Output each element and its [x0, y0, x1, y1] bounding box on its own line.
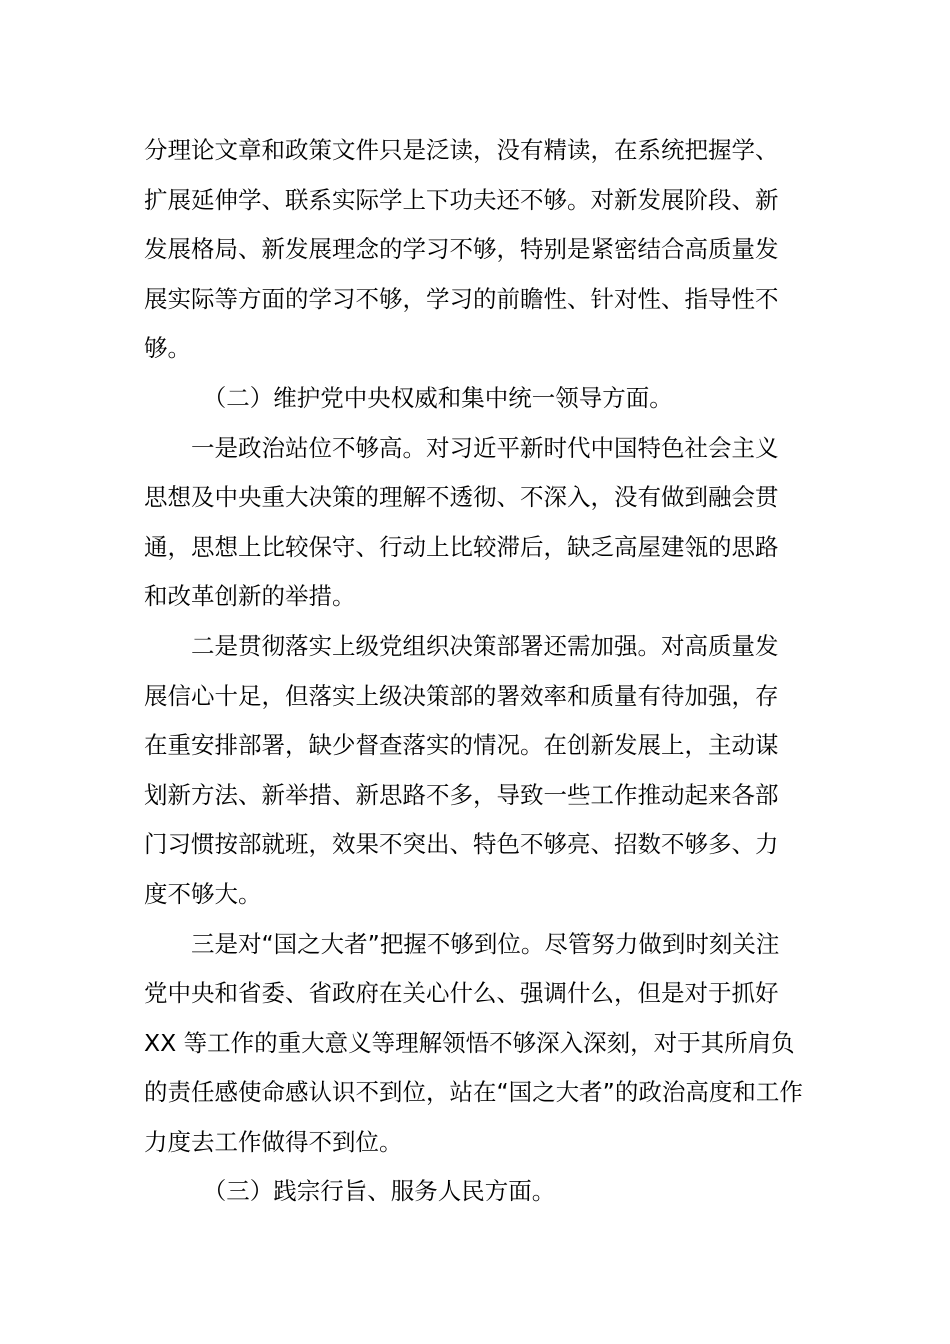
text-line: 党中央和省委、省政府在关心什么、强调什么，但是对于抓好	[144, 979, 779, 1008]
text-line: 分理论文章和政策文件只是泛读，没有精读，在系统把握学、	[144, 136, 779, 164]
text-line: 三是对“国之大者”把握不够到位。尽管努力做到时刻关注	[191, 929, 780, 958]
text-line: 门习惯按部就班，效果不突出、特色不够亮、招数不够多、力	[144, 830, 779, 859]
text-line: XX 等工作的重大意义等理解领悟不够深入深刻，对于其所肩负	[144, 1028, 795, 1057]
section-heading-2	[144, 374, 812, 424]
section-heading-3	[144, 1167, 812, 1217]
text-line: 扩展延伸学、联系实际学上下功夫还不够。对新发展阶段、新	[144, 185, 779, 214]
text-line: 度不够大。	[144, 879, 262, 908]
text-line: 通，思想上比较保守、行动上比较滞后，缺乏高屋建瓴的思路	[144, 532, 779, 561]
text-line: 够。	[144, 334, 191, 363]
heading-text: （二）维护党中央权威和集中统一领导方面。	[202, 383, 673, 412]
text-line: 在重安排部署，缺少督查落实的情况。在创新发展上，主动谋	[144, 731, 779, 760]
heading-text: （三）践宗行旨、服务人民方面。	[202, 1177, 556, 1206]
text-line: 力度去工作做得不到位。	[144, 1127, 403, 1156]
text-line: 展信心十足，但落实上级决策部的署效率和质量有待加强，存	[144, 681, 779, 710]
text-line: 展实际等方面的学习不够，学习的前瞻性、针对性、指导性不	[144, 284, 779, 313]
paragraph-implementation	[144, 622, 812, 920]
document-body	[144, 126, 812, 1217]
paragraph-continuation	[144, 126, 812, 374]
text-line: 一是政治站位不够高。对习近平新时代中国特色社会主义	[191, 433, 779, 462]
text-line: 划新方法、新举措、新思路不多，导致一些工作推动起来各部	[144, 780, 779, 809]
text-line: 思想及中央重大决策的理解不透彻、不深入，没有做到融会贯	[144, 483, 779, 512]
paragraph-political-stance	[144, 424, 812, 622]
text-line: 二是贯彻落实上级党组织决策部署还需加强。对高质量发	[191, 631, 779, 660]
paragraph-national-priorities	[144, 920, 812, 1168]
text-line: 的责任感使命感认识不到位，站在“国之大者”的政治高度和工作	[144, 1078, 803, 1107]
text-line: 和改革创新的举措。	[144, 582, 356, 611]
text-line: 发展格局、新发展理念的学习不够，特别是紧密结合高质量发	[144, 235, 779, 264]
